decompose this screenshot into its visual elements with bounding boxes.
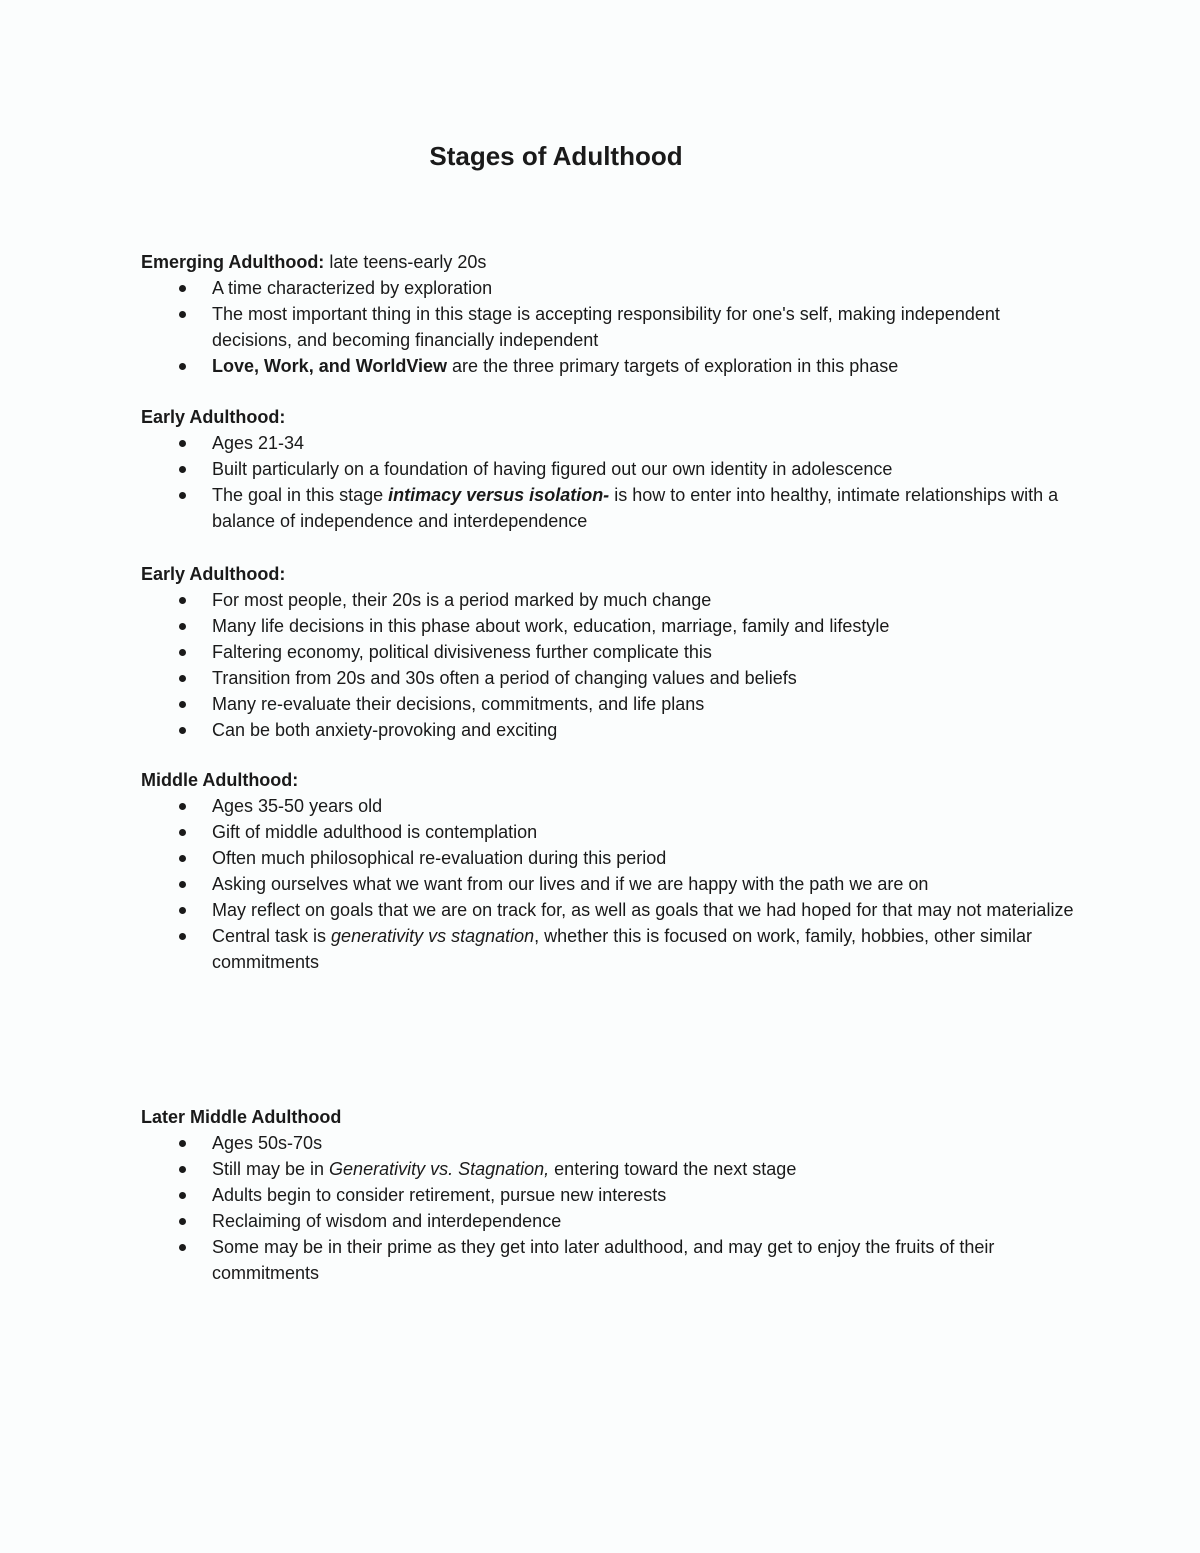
list-item: Often much philosophical re-evaluation during this period <box>212 845 1081 871</box>
italic-phrase: generativity vs stagnation <box>331 926 535 946</box>
section-early-adulthood-1 <box>141 404 1081 534</box>
list-item: May reflect on goals that we are on track for, as well as goals that we had hoped for that may not materialize <box>212 897 1081 923</box>
list-item: Faltering economy, political divisiveness further complicate this <box>212 639 1081 665</box>
list-item: Ages 21-34 <box>212 430 1081 456</box>
list-item <box>212 353 1081 379</box>
item-text: are the three primary targets of exploration in this phase <box>447 356 899 376</box>
section-later-middle-adulthood <box>141 1104 1081 1286</box>
list-item: Ages 50s-70s <box>212 1130 1081 1156</box>
heading-label: Later Middle Adulthood <box>141 1107 342 1127</box>
item-text: The goal in this stage <box>212 485 389 505</box>
item-text: entering toward the next stage <box>549 1159 797 1179</box>
list-item: The most important thing in this stage is accepting responsibility for one's self, making independent decisions, and becoming financially independent <box>212 301 1081 353</box>
heading-tail: late teens-early 20s <box>324 252 487 272</box>
bullet-list <box>141 430 1081 534</box>
item-text: , whether this is focused on work, family, hobbies, other similar commitments <box>212 926 1033 972</box>
list-item: Some may be in their prime as they get into later adulthood, and may get to enjoy the fruits of their commitments <box>212 1234 1081 1286</box>
list-item: Many life decisions in this phase about work, education, marriage, family and lifestyle <box>212 613 1081 639</box>
list-item: Can be both anxiety-provoking and exciting <box>212 717 1081 743</box>
bold-italic-phrase: intimacy versus isolation- <box>388 485 610 505</box>
section-middle-adulthood <box>141 767 1081 975</box>
list-item: Gift of middle adulthood is contemplation <box>212 819 1081 845</box>
list-item: Adults begin to consider retirement, pursue new interests <box>212 1182 1081 1208</box>
list-item: For most people, their 20s is a period marked by much change <box>212 587 1081 613</box>
list-item: Transition from 20s and 30s often a period of changing values and beliefs <box>212 665 1081 691</box>
section-heading <box>141 767 1081 793</box>
section-heading <box>141 249 1081 275</box>
list-item: Ages 35-50 years old <box>212 793 1081 819</box>
bullet-list <box>141 275 1081 379</box>
bold-phrase: Love, Work, and WorldView <box>212 356 448 376</box>
list-item: Built particularly on a foundation of having figured out our own identity in adolescence <box>212 456 1081 482</box>
section-emerging-adulthood <box>141 249 1081 379</box>
list-item <box>212 482 1081 534</box>
section-heading <box>141 1104 1081 1130</box>
list-item <box>212 1156 1081 1182</box>
list-item: Reclaiming of wisdom and interdependence <box>212 1208 1081 1234</box>
list-item: A time characterized by exploration <box>212 275 1081 301</box>
section-early-adulthood-2 <box>141 561 1081 743</box>
heading-label: Early Adulthood: <box>141 564 286 584</box>
heading-label: Early Adulthood: <box>141 407 286 427</box>
list-item: Many re-evaluate their decisions, commitments, and life plans <box>212 691 1081 717</box>
section-heading <box>141 404 1081 430</box>
italic-phrase: Generativity vs. Stagnation, <box>329 1159 550 1179</box>
heading-label: Middle Adulthood: <box>141 770 299 790</box>
item-text: Still may be in <box>212 1159 330 1179</box>
heading-label: Emerging Adulthood: <box>141 252 325 272</box>
document-title: Stages of Adulthood <box>429 141 683 171</box>
bullet-list <box>141 587 1081 743</box>
item-text: Central task is <box>212 926 332 946</box>
bullet-list <box>141 793 1081 975</box>
item-text: is how to enter into healthy, intimate relationships with a balance of independence and interdependence <box>212 485 1059 531</box>
bullet-list <box>141 1130 1081 1286</box>
section-heading <box>141 561 1081 587</box>
list-item <box>212 923 1081 975</box>
list-item: Asking ourselves what we want from our lives and if we are happy with the path we are on <box>212 871 1081 897</box>
